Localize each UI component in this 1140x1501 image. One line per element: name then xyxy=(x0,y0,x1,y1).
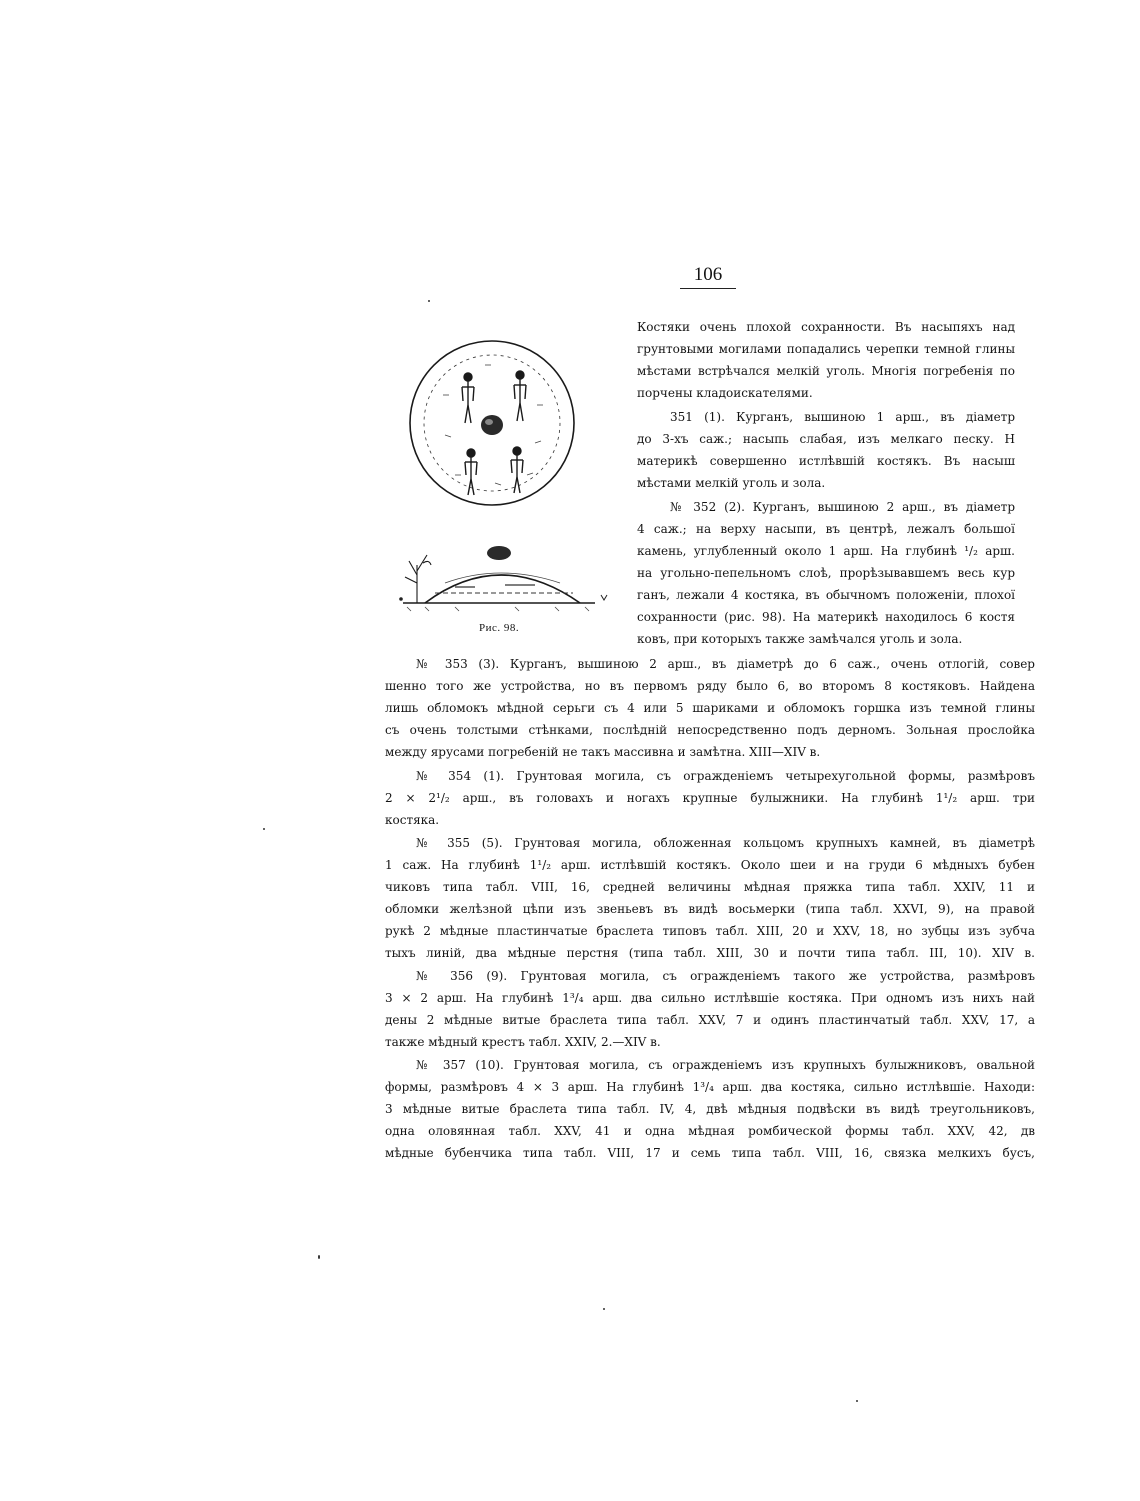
text-line: грунтовыми могилами попадались черепки темной глины xyxy=(637,342,1015,356)
text-line: между ярусами погребеній не такъ массивна и замѣтна. XIII—XIV в. xyxy=(385,745,821,759)
text-line: костяка. xyxy=(385,813,440,827)
scan-speck xyxy=(263,828,265,830)
text-line: обломки желѣзной цѣпи изъ звеньевъ въ видѣ восьмерки (типа табл. XXVI, 9), на правой xyxy=(385,902,1035,916)
text-line: № 354 (1). Грунтовая могила, съ огражденіемъ четырехугольной формы, размѣровъ xyxy=(416,769,1035,783)
burial-mound-drawing xyxy=(395,325,625,645)
text-line: 1 саж. На глубинѣ 1¹/₂ арш. истлѣвшій костякъ. Около шеи и на груди 6 мѣдныхъ бубен xyxy=(385,858,1035,872)
text-line: камень, углубленный около 1 арш. На глубинѣ ¹/₂ арш. xyxy=(637,544,1015,558)
figure-caption: Рис. 98. xyxy=(479,622,520,634)
text-line: № 352 (2). Курганъ, вышиною 2 арш., въ діаметр xyxy=(670,500,1015,514)
text-line: чиковъ типа табл. VIII, 16, средней величины мѣдная пряжка типа табл. XXIV, 11 и xyxy=(385,880,1035,894)
text-line: также мѣдный крестъ табл. XXIV, 2.—XIV в. xyxy=(385,1035,661,1049)
text-line: дены 2 мѣдные витые браслета типа табл. XXV, 7 и одинъ пластинчатый табл. XXV, 17, а xyxy=(385,1013,1035,1027)
text-line: формы, размѣровъ 4 × 3 арш. На глубинѣ 1³/₄ арш. два костяка, сильно истлѣвшіе. Находи: xyxy=(385,1080,1035,1094)
scan-speck xyxy=(428,300,430,302)
text-line: мѣдные бубенчика типа табл. VIII, 17 и семь типа табл. VIII, 16, связка мелкихъ бусъ, xyxy=(385,1146,1035,1160)
text-line: на угольно-пепельномъ слоѣ, прорѣзывавшемъ весь кур xyxy=(637,566,1015,580)
scan-speck xyxy=(318,1255,320,1259)
text-line: материкѣ совершенно истлѣвшій костякъ. Въ насыш xyxy=(637,454,1015,468)
text-line: рукѣ 2 мѣдные пластинчатые браслета типовъ табл. XIII, 20 и XXV, 18, но зубцы изъ зубча xyxy=(385,924,1035,938)
text-line: шенно того же устройства, но въ первомъ ряду было 6, во второмъ 8 костяковъ. Найдена xyxy=(385,679,1035,693)
text-line: № 356 (9). Грунтовая могила, съ огражденіемъ такого же устройства, размѣровъ xyxy=(416,969,1035,983)
text-line: № 353 (3). Курганъ, вышиною 2 арш., въ діаметрѣ до 6 саж., очень отлогій, совер xyxy=(416,657,1035,671)
text-line: одна оловянная табл. XXV, 41 и одна мѣдная ромбической формы табл. XXV, 42, дв xyxy=(385,1124,1035,1138)
text-line: ковъ, при которыхъ также замѣчался уголь и зола. xyxy=(637,632,963,646)
page-number: 106 xyxy=(680,263,736,289)
text-line: № 357 (10). Грунтовая могила, съ огражденіемъ изъ крупныхъ булыжниковъ, овальной xyxy=(416,1058,1035,1072)
text-line: мѣстами мелкій уголь и зола. xyxy=(637,476,826,490)
text-line: порчены кладоискателями. xyxy=(637,386,813,400)
text-line: Костяки очень плохой сохранности. Въ насыпяхъ над xyxy=(637,320,1015,334)
text-line: 2 × 2¹/₂ арш., въ головахъ и ногахъ крупные булыжники. На глубинѣ 1¹/₂ арш. три xyxy=(385,791,1035,805)
text-line: мѣстами встрѣчался мелкій уголь. Многія погребенія по xyxy=(637,364,1015,378)
scan-speck xyxy=(603,1308,605,1310)
text-line: 3 × 2 арш. На глубинѣ 1³/₄ арш. два сильно истлѣвшіе костяка. При одномъ изъ нихъ най xyxy=(385,991,1035,1005)
text-line: ганъ, лежали 4 костяка, въ обычномъ положеніи, плохої xyxy=(637,588,1015,602)
text-line: до 3-хъ саж.; насыпь слабая, изъ мелкаго песку. Н xyxy=(637,432,1015,446)
text-line: 3 мѣдные витые браслета типа табл. IV, 4, двѣ мѣдныя подвѣски въ видѣ треугольниковъ, xyxy=(385,1102,1035,1116)
text-line: тыхъ линій, два мѣдные перстня (типа табл. XIII, 30 и почти типа табл. III, 10). XIV в. xyxy=(385,946,1035,960)
text-line: 351 (1). Курганъ, вышиною 1 арш., въ діаметр xyxy=(670,410,1015,424)
text-line: съ очень толстыми стѣнками, послѣдній непосредственно подъ дерномъ. Зольная прослойка xyxy=(385,723,1035,737)
text-line: лишь обломокъ мѣдной серьги съ 4 или 5 шариками и обломокъ горшка изъ темной глины xyxy=(385,701,1035,715)
text-line: сохранности (рис. 98). На материкѣ находилось 6 костя xyxy=(637,610,1015,624)
figure-98 xyxy=(395,325,625,645)
text-line: № 355 (5). Грунтовая могила, обложенная кольцомъ крупныхъ камней, въ діаметрѣ xyxy=(416,836,1035,850)
scan-speck xyxy=(856,1400,858,1402)
text-line: 4 саж.; на верху насыпи, въ центрѣ, лежалъ большої xyxy=(637,522,1015,536)
